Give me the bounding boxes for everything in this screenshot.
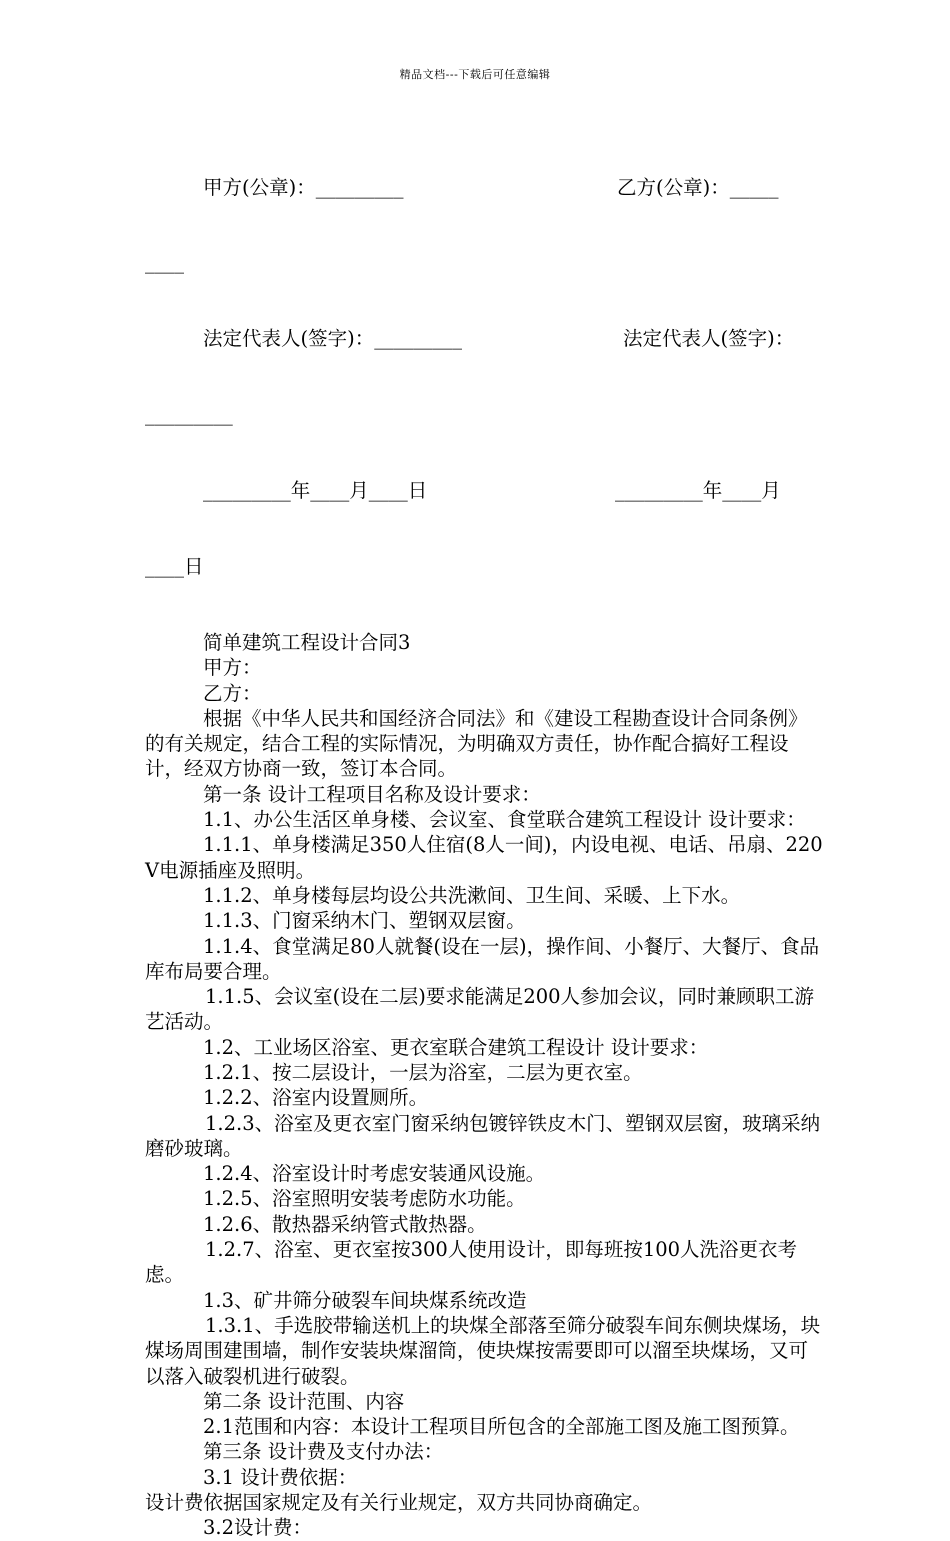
clause-2-1: 2.1范围和内容：本设计工程项目所包含的全部施工图及施工图预算。 — [203, 1415, 800, 1439]
clause-1-1-1: 1.1.1、单身楼满足350人住宿(8人一间)，内设电视、电话、吊扇、220V电源插座及照明。 — [145, 833, 823, 882]
signature-block — [145, 124, 825, 630]
legal-rep-row — [145, 326, 825, 351]
page-header: 精品文档---下载后可任意编辑 — [399, 68, 551, 81]
document-body — [145, 124, 825, 1541]
clause-3-1: 3.1 设计费依据： — [203, 1465, 358, 1489]
article-2-heading: 第二条 设计范围、内容 — [203, 1389, 405, 1413]
clause-1-1: 1.1、办公生活区单身楼、会议室、食堂联合建筑工程设计 设计要求： — [203, 808, 806, 832]
party-b-line: 乙方： — [203, 681, 262, 705]
clause-3-2: 3.2设计费： — [203, 1516, 313, 1540]
clause-1-2-5: 1.2.5、浴室照明安装考虑防水功能。 — [203, 1187, 526, 1211]
party-b-seal-continued: ____ — [145, 251, 184, 275]
clause-1-1-3: 1.1.3、门窗采纳木门、塑钢双层窗。 — [203, 909, 526, 933]
contract-title: 简单建筑工程设计合同3 — [203, 630, 411, 654]
clause-3-1-text: 设计费依据国家规定及有关行业规定，双方共同协商确定。 — [145, 1491, 653, 1515]
clause-1-2-1: 1.2.1、按二层设计，一层为浴室，二层为更衣室。 — [203, 1060, 643, 1084]
clause-1-1-4: 1.1.4、食堂满足80人就餐(设在一层)，操作间、小餐厅、大餐厅、食品库布局要合理。 — [145, 934, 820, 983]
party-a-seal: 甲方(公章)：_________ — [203, 175, 404, 199]
clause-1-2-4: 1.2.4、浴室设计时考虑安装通风设施。 — [203, 1162, 546, 1186]
article-1-heading: 第一条 设计工程项目名称及设计要求： — [203, 782, 541, 806]
date-b-continued: ____日 — [145, 555, 204, 579]
legal-rep-a: 法定代表人(签字)：_________ — [203, 327, 462, 351]
legal-rep-b: 法定代表人(签字)： — [623, 327, 795, 351]
party-b-seal: 乙方(公章)：_____ — [617, 175, 779, 199]
clause-1-1-2: 1.1.2、单身楼每层均设公共洗漱间、卫生间、采暖、上下水。 — [203, 883, 741, 907]
preamble-paragraph: 根据《中华人民共和国经济合同法》和《建设工程勘查设计合同条例》的有关规定，结合工程的实际情况，为明确双方责任，协作配合搞好工程设计，经双方协商一致，签订本合同。 — [145, 706, 808, 781]
clause-1-2: 1.2、工业场区浴室、更衣室联合建筑工程设计 设计要求： — [203, 1035, 709, 1059]
seal-row — [145, 175, 825, 200]
clause-1-3-1: 1.3.1、手选胶带输送机上的块煤全部落至筛分破裂车间东侧块煤场，块煤场周围建围墙，制作安装块煤溜筒，使块煤按需要即可以溜至块煤场，又可以落入破裂机进行破裂。 — [145, 1313, 821, 1388]
clause-1-1-5: 1.1.5、会议室(设在二层)要求能满足200人参加会议，同时兼顾职工游艺活动。 — [145, 985, 815, 1034]
date-b: _________年____月 — [615, 479, 781, 503]
date-a: _________年____月____日 — [203, 479, 428, 503]
article-3-heading: 第三条 设计费及支付办法： — [203, 1440, 444, 1464]
clause-1-2-7: 1.2.7、浴室、更衣室按300人使用设计，即每班按100人洗浴更衣考虑。 — [145, 1238, 798, 1287]
party-a-line: 甲方： — [203, 656, 262, 680]
clause-1-3: 1.3、矿井筛分破裂车间块煤系统改造 — [203, 1288, 527, 1312]
clause-1-2-3: 1.2.3、浴室及更衣室门窗采纳包镀锌铁皮木门、塑钢双层窗，玻璃采纳磨砂玻璃。 — [145, 1111, 821, 1160]
date-row — [145, 478, 825, 503]
clause-1-2-6: 1.2.6、散热器采纳管式散热器。 — [203, 1212, 487, 1236]
clause-1-2-2: 1.2.2、浴室内设置厕所。 — [203, 1086, 429, 1110]
legal-rep-b-continued: _________ — [145, 403, 233, 427]
